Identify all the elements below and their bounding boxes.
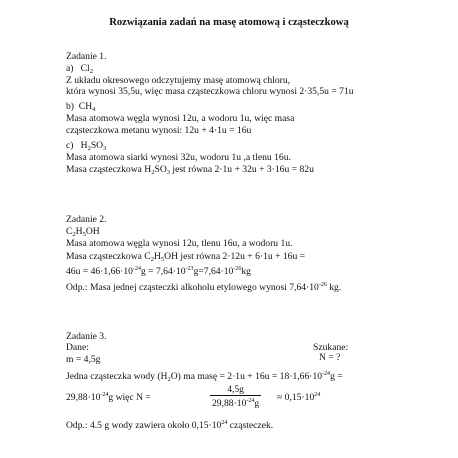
task1c-text-2 <box>66 164 314 178</box>
task1c-text-2-c: jest równa 2·1u + 32u + 3·16u = 82u <box>170 164 314 175</box>
task3-answer-b: cząsteczek. <box>227 420 274 431</box>
task2-text-3-d: kg <box>241 266 251 277</box>
task3-answer-a: Odp.: 4.5 g wody zawiera około 0,15·10 <box>66 420 222 431</box>
task1c-text-2-sub1: 2 <box>151 169 155 176</box>
task3-text-1-b: O) ma masę = 2·1u + 16u = 18·1,66·10 <box>170 371 323 382</box>
task3-text-1-sub: 2 <box>167 376 171 383</box>
task2-text-2 <box>66 251 305 265</box>
task3-given-value: m = 4,5g <box>66 354 101 365</box>
ethanol-h-subscript: 5 <box>82 231 86 238</box>
task2-heading: Zadanie 2. <box>66 214 107 225</box>
task1a-text-1: Z układu okresowego odczytujemy masę atomową chloru, <box>66 75 291 86</box>
task1-heading: Zadanie 1. <box>66 51 107 62</box>
task3-text-1-sup: -24 <box>322 371 331 377</box>
task2-text-3-b: g = 7,64·10 <box>140 266 186 277</box>
task2-answer-a: Odp.: Masa jednej cząsteczki alkoholu etylowego wynosi 7,64·10 <box>66 282 319 293</box>
task2-text-1: Masa atomowa węgla wynosi 12u, tlenu 16u, a wodoru 1u. <box>66 238 293 249</box>
chlorine-subscript: 2 <box>89 68 93 75</box>
task3-text-2-b: g więc N = <box>108 392 151 403</box>
task3-text-2 <box>66 390 151 403</box>
task2-text-2-c: OH jest równa 2·12u + 6·1u + 16u = <box>164 251 306 262</box>
task2-text-2-sub1: 2 <box>150 256 154 263</box>
task3-heading: Zadanie 3. <box>66 331 107 342</box>
methane-formula: CH <box>78 101 93 112</box>
task2-text-2-b: H <box>153 251 161 262</box>
task3-fraction <box>210 384 261 409</box>
task2-text-3-c: g=7,64·10 <box>193 266 234 277</box>
task3-given-label: Dane: <box>66 342 89 353</box>
sulfurous-acid-h: H <box>80 140 88 151</box>
fraction-numerator: 4,5g <box>210 384 261 396</box>
task3-text-1 <box>66 369 343 385</box>
task1c-text-2-sub2: 3 <box>166 169 170 176</box>
task2-text-3-a: 46u = 46·1,66·10 <box>66 266 133 277</box>
task2-text-3 <box>66 264 251 277</box>
task1b-text-1: Masa atomowa węgla wynosi 12u, a wodoru 1u, więc masa <box>66 113 295 124</box>
task3-sought-value: N = ? <box>319 352 341 363</box>
fraction-denominator-a: 29,88·10 <box>212 398 247 409</box>
fraction-denominator-sup: -24 <box>246 398 255 404</box>
task2-text-3-sup2: -23 <box>185 266 194 272</box>
task3-answer-sup: 24 <box>221 420 228 426</box>
task1c-text-2-b: SO <box>154 164 167 175</box>
task3-text-2-a: 29,88·10 <box>66 392 101 403</box>
ethanol-oh: OH <box>85 226 100 237</box>
task1a-text-2: która wynosi 35,5u, więc masa cząsteczkowa chloru wynosi 2·35,5u = 71u <box>66 86 354 97</box>
task3-result-a: ≈ 0,15·10 <box>277 392 315 403</box>
task2-answer <box>66 280 341 293</box>
task1c-text-1: Masa atomowa siarki wynosi 32u, wodoru 1u ,a tlenu 16u. <box>66 152 291 163</box>
task1b-text-2: cząsteczkowa metanu wynosi: 12u + 4·1u = 16u <box>66 125 252 136</box>
task3-text-1-a: Jedna cząsteczka wody (H <box>66 371 168 382</box>
page-title: Rozwiązania zadań na masę atomową i cząsteczkową <box>109 17 349 28</box>
task2-text-3-sup1: -24 <box>132 266 141 272</box>
task1b-label: b) <box>66 101 74 112</box>
task2-answer-sup: -26 <box>318 282 327 288</box>
sulfurous-acid-so-subscript: 3 <box>103 145 107 152</box>
ethanol-c: C <box>66 226 73 237</box>
fraction-denominator <box>210 396 261 409</box>
task3-text-1-c: g = <box>330 371 343 382</box>
task3-answer <box>66 418 273 431</box>
task3-text-2-sup: -24 <box>100 392 109 398</box>
task2-text-2-sub2: 5 <box>160 256 165 263</box>
methane-subscript: 4 <box>92 106 96 113</box>
task1c-label: c) <box>66 140 74 151</box>
task1c-text-2-a: Masa cząsteczkowa H <box>66 164 152 175</box>
task2-text-2-a: Masa cząsteczkowa C <box>66 251 151 262</box>
fraction-denominator-b: g <box>254 398 260 409</box>
task3-result <box>277 390 320 403</box>
task3-sought-label: Szukane: <box>313 342 349 353</box>
sulfurous-acid-so: SO <box>90 140 104 151</box>
ethanol-h: H <box>75 226 83 237</box>
task3-result-sup: 24 <box>314 392 321 398</box>
sulfurous-acid-h-subscript: 2 <box>87 145 91 152</box>
task2-answer-b: kg. <box>326 282 342 293</box>
ethanol-c-subscript: 2 <box>72 231 76 238</box>
task1a-label: a) <box>66 63 74 74</box>
task2-text-3-sup3: -26 <box>233 266 242 272</box>
chlorine-formula: Cl <box>80 63 90 74</box>
